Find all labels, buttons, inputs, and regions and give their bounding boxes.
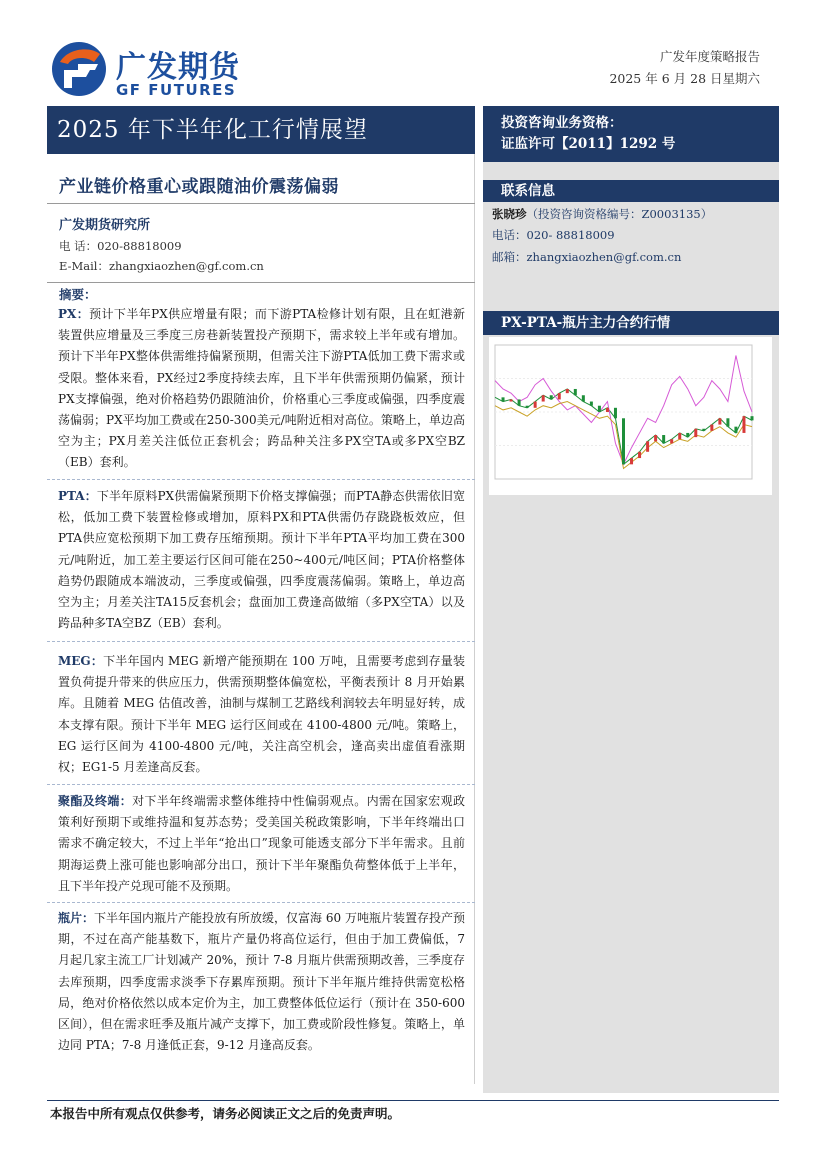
report-type: 广发年度策略报告 [659,49,760,64]
section-px [58,304,465,474]
analyst-name: 张晓珍 [492,207,527,221]
candle-mark [734,427,737,433]
candle-mark [606,408,609,412]
logo-cn-text: 广发期货 [116,50,240,85]
main-column [47,154,475,1084]
report-subtitle: 产业链价格重心或跟随油价震荡偏弱 [59,177,339,197]
logo-en-text: GF FUTURES [116,81,237,99]
gf-futures-logo [50,40,270,100]
sidebar [483,106,779,1093]
candle-mark [630,458,633,464]
institute-name: 广发期货研究所 [59,218,151,233]
candle-mark [678,433,681,439]
candle-mark [718,418,721,424]
chart-heading: PX-PTA-瓶片主力合约行情 [483,311,779,335]
phone-right: 电话：020- 88818009 [492,228,615,242]
footer-rule [47,1100,779,1101]
contact-heading: 联系信息 [483,180,779,202]
section-key: PX： [58,307,90,321]
candle-mark [726,418,729,426]
candle-mark [518,399,521,405]
phone-left: 电 话：020-88818009 [59,239,182,253]
candle-mark [662,435,665,443]
candle-mark [646,441,649,451]
price-chart-svg [489,337,772,495]
candle-mark [614,408,617,418]
section-text: 下半年原料PX供需偏紧预期下价格支撑偏强；而PTA静态供需依旧宽松，低加工费下装置检修或增加，原料PX和PTA供需仍存跷跷板效应，但PTA供应宽松预期下加工费存压缩预期。预计下半年PTA平均加工费在300元/吨附近，加工差主要运行区间可能在250~400元/吨区间；PTA价格整体趋势仍跟随成本端波动，三季度或偏强，四季度震荡偏弱。策略上，单边高空为主；月差关注TA15反套机会；盘面加工费逢高做缩（多PX空TA）以及跨品种多TA空BZ（EB）套利。 [58,489,465,631]
section-key: 聚酯及终端： [58,794,133,808]
section-polyester [58,791,465,897]
report-header-info [609,46,760,90]
candle-mark [670,439,673,443]
divider [47,282,475,283]
candle-mark [582,395,585,401]
report-date: 2025 年 6 月 28 日星期六 [609,71,760,86]
candle-mark [710,425,713,431]
candle-mark [542,395,545,401]
section-key: 瓶片： [58,911,95,925]
candle-mark [638,452,641,458]
candle-mark [558,393,561,399]
section-key: MEG： [58,654,104,668]
section-text: 预计下半年PX供应增量有限；而下游PTA检修计划有限，且在虹港新装置供应增量及三季度三房巷新装置投产预期下，需求较上半年或有增加。预计下半年PX整体供需维持偏紧预期，但需关注下游PTA低加工费下需求或受限。整体来看，PX经过2季度持续去库，且下半年供需预期仍偏紧，预计PX支撑偏强，绝对价格趋势仍跟随油价，价格重心三季度或偏强，四季度震荡偏弱；PX平均加工费或在250-300美元/吨附近相对高位。策略上，单边高空为主；PX月差关注低位正套机会；跨品种关注多PX空TA或多PX空BZ（EB）套利。 [58,307,465,470]
candle-mark [534,402,537,408]
candle-mark [654,435,657,441]
gf-logo-icon [50,40,108,98]
candle-mark [502,397,505,401]
candle-mark [566,389,569,393]
analyst-cert: （投资咨询资格编号：Z0003135） [526,207,713,221]
divider [47,784,475,785]
qualification-box [483,106,779,162]
section-meg [58,651,465,778]
email-left: E-Mail：zhangxiaozhen@gf.com.cn [59,259,264,273]
candle-mark [526,406,529,408]
summary-label: 摘要： [59,287,97,302]
candle-mark [590,402,593,406]
candle-mark [694,429,697,437]
candle-mark [510,399,513,401]
candle-mark [751,416,754,420]
divider [47,902,475,903]
divider [47,479,475,480]
section-key: PTA： [58,489,97,503]
section-text: 下半年国内瓶片产能投放有所放缓，仅富海 60 万吨瓶片装置存投产预期，不过在高产能基数下，瓶片产量仍将高位运行，但由于加工费偏低，7 月起几家主流工厂计划减产 20%，预计 7-8 月瓶片供需预期改善，三季度存去库预期，四季度需求淡季下存累库预期。预计下半年瓶片维持供需宽松格局，绝对价格依然以成本定价为主，加工费整体低位运行（预计在 350-600 区间），但在需求旺季及瓶片减产支撑下，加工费或阶段性修复。策略上，单边同 PTA；7-8 月逢低正套，9-12 月逢高反套。 [58,911,465,1053]
candle-mark [686,433,689,437]
candle-mark [742,416,745,433]
price-chart [489,337,772,495]
candle-mark [598,406,601,412]
candle-mark [574,389,577,395]
candle-mark [550,395,553,399]
candle-mark [702,429,705,431]
analyst-info [492,206,712,222]
divider [47,641,475,642]
section-bottle-chip [58,908,465,1056]
candle-mark [622,418,625,464]
email-right: 邮箱：zhangxiaozhen@gf.com.cn [492,250,682,264]
qualification-line1: 投资咨询业务资格： [501,115,623,131]
disclaimer: 本报告中所有观点仅供参考，请务必阅读正文之后的免责声明。 [50,1106,401,1121]
report-title: 2025 年下半年化工行情展望 [47,106,475,154]
divider [47,203,475,204]
section-text: 对下半年终端需求整体维持中性偏弱观点。内需在国家宏观政策利好预期下或维持温和复苏态势；受美国关税政策影响，下半年终端出口需求不确定较大，不过上半年“抢出口”现象可能透支部分下半年需求。且前期海运费上涨可能也影响部分出口，预计下半年聚酯负荷整体低于上半年，且下半年投产兑现可能不及预期。 [58,794,465,893]
qualification-line2: 证监许可【2011】1292 号 [501,136,676,152]
section-pta [58,486,465,634]
section-text: 下半年国内 MEG 新增产能预期在 100 万吨，且需要考虑到存量装置负荷提升带来的供应压力，供需预期整体偏宽松，平衡表预计 8 月开始累库。且随着 MEG 估值改善，油制与煤制工艺路线利润较去年明显好转，成本支撑有限。预计下半年 MEG 运行区间或在 4100-4800 元/吨。策略上，EG 运行区间为 4100-4800 元/吨，关注高空机会，逢高卖出虚值看涨期权；EG1-5 月差逢高反套。 [58,654,465,775]
